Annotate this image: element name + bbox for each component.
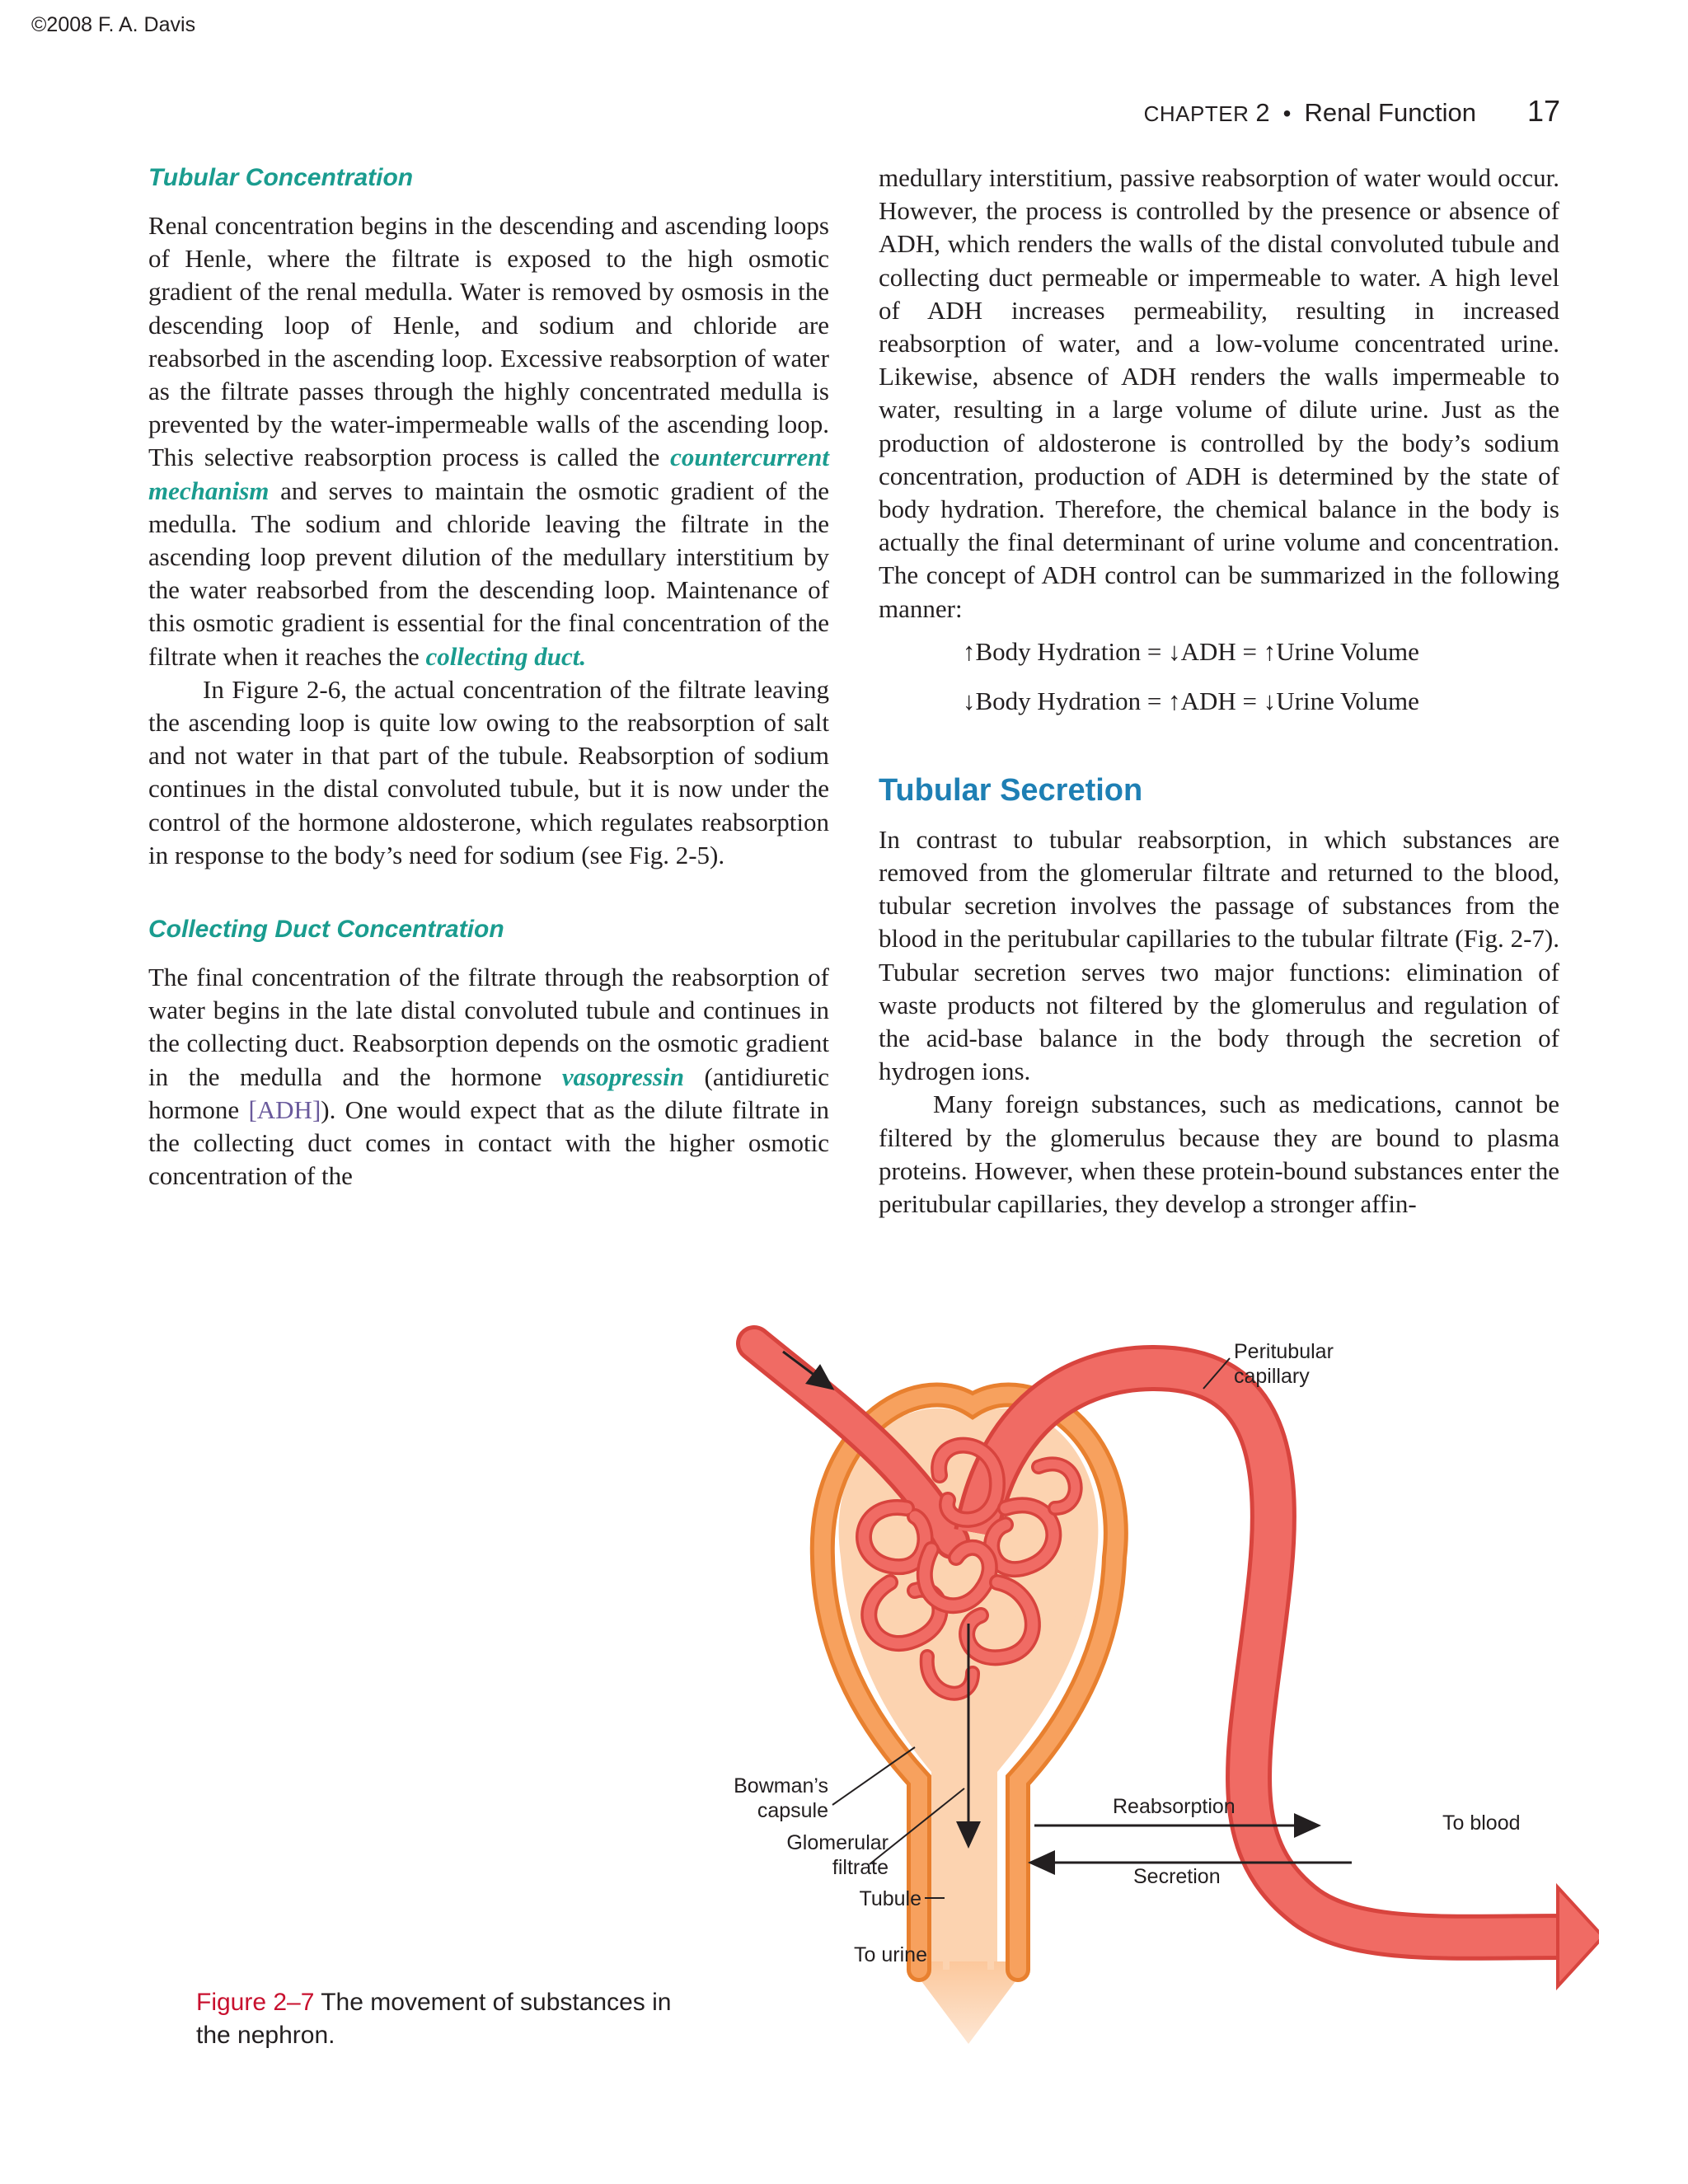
paragraph-figure-2-6: In Figure 2-6, the actual concentration of the filtrate leaving the ascending loop is quite low owing to the reabsorption of salt and not water in that part of the tubule. Reabsorption of sodium continues in the distal convoluted tubule, but it is now under the control of the hormone aldosterone, which regulates reabsorption in response to the body’s need for sodium (see Fig. 2-5).	[148, 674, 829, 869]
label-reabsorption: Reabsorption	[1113, 1795, 1236, 1818]
term-vasopressin: vasopressin	[561, 1062, 684, 1091]
running-head-bullet: •	[1282, 101, 1292, 126]
term-collecting-duct: collecting duct.	[425, 641, 587, 671]
label-peritubular-2: capillary	[1234, 1365, 1310, 1388]
label-tubule: Tubule	[859, 1887, 921, 1910]
paragraph-collecting-duct	[148, 961, 829, 1193]
to-blood-arrow	[1558, 1887, 1599, 1986]
equation-low-hydration: ↓Body Hydration = ↑ADH = ↓Urine Volume	[963, 686, 1419, 715]
chapter-number: 2	[1255, 98, 1270, 127]
equation-high-hydration: ↑Body Hydration = ↓ADH = ↑Urine Volume	[963, 636, 1419, 666]
label-to-urine: To urine	[854, 1943, 927, 1966]
running-head	[1144, 94, 1560, 129]
label-peritubular-1: Peritubular	[1234, 1340, 1334, 1363]
paragraph-adh-control: medullary interstitium, passive reabsorption of water would occur. However, the process is controlled by the presence or absence of ADH, which renders the walls of the distal convoluted tubule and collecting duct permeable or impermeable to water. A high level of ADH increases permeability, resulting in increased reabsorption of water, and a low-volume concentrated urine. Likewise, absence of ADH renders the walls impermeable to water, resulting in a large volume of dilute urine. Just as the production of aldosterone is controlled by the body’s sodium concentration, production of ADH is determined by the state of body hydration. Therefore, the chemical balance in the body is actually the final determinant of urine volume and concentration. The concept of ADH control can be summarized in the following manner:	[879, 163, 1559, 623]
right-column	[879, 162, 1559, 1221]
figure-number: Figure 2–7	[196, 1989, 315, 2016]
p3-text-c: ). One would expect that as the dilute filtrate in the collecting duct comes in contact with the higher osmotic concentration of the	[148, 1094, 830, 1191]
copyright-notice: ©2008 F. A. Davis	[31, 13, 196, 36]
figure-nephron-movement	[725, 1310, 1599, 2052]
term-countercurrent-mechanism: countercurrent mechanism	[148, 443, 830, 505]
left-column	[148, 162, 829, 1193]
label-bowmans-2: capsule	[757, 1799, 828, 1822]
label-to-blood: To blood	[1442, 1811, 1521, 1835]
term-adh: [ADH]	[248, 1094, 321, 1124]
heading-tubular-concentration: Tubular Concentration	[148, 164, 414, 191]
heading-tubular-secretion: Tubular Secretion	[879, 772, 1143, 808]
chapter-label: CHAPTER	[1143, 101, 1250, 126]
paragraph-tubular-secretion: In contrast to tubular reabsorption, in which substances are removed from the glomerular filtrate and returned to the blood, tubular secretion involves the passage of substances from the blood in the peritubular capillaries to the tubular filtrate (Fig. 2-7). Tubular secretion serves two major functions: elimination of waste products not filtered by the glomerulus and regulation of the acid-base balance in the body through the secretion of hydrogen ions.	[879, 824, 1559, 1086]
paragraph-renal-concentration	[148, 209, 829, 673]
label-bowmans-1: Bowman’s	[734, 1774, 828, 1797]
p3-text-b: (antidiuretic hormone	[148, 1062, 830, 1124]
figure-caption-text: The movement of substances in the nephron.	[196, 1989, 672, 2049]
nephron-diagram	[725, 1310, 1599, 2052]
p1-text-a: Renal concentration begins in the descending and ascending loops of Henle, where the filtrate is exposed to the high osmotic gradient of the renal medulla. Water is removed by osmosis in the descending loop of Henle, and sodium and chloride are reabsorbed in the ascending loop. Excessive reabsorption of water as the filtrate passes through the highly concentrated medulla is prevented by the water-impermeable walls of the ascending loop. This selective reabsorption process is called the	[148, 211, 829, 472]
label-glomerular-1: Glomerular	[786, 1831, 889, 1854]
paragraph-foreign-substances: Many foreign substances, such as medications, cannot be filtered by the glomerulus because they are bound to plasma proteins. However, when these protein-bound substances enter the peritubular capillaries, they develop a stronger affin-	[879, 1090, 1559, 1219]
chapter-title: Renal Function	[1304, 98, 1476, 127]
p1-text-b: and serves to maintain the osmotic gradient of the medulla. The sodium and chloride leaving the filtrate in the ascending loop prevent dilution of the medullary interstitium by the water reabsorbed from the descending loop. Maintenance of this osmotic gradient is essential for the final concentration of the filtrate when it reaches the	[148, 476, 830, 671]
page-number: 17	[1526, 94, 1560, 128]
label-glomerular-2: filtrate	[832, 1856, 889, 1879]
figure-caption	[196, 1986, 707, 2052]
p3-text-a: The final concentration of the filtrate through the reabsorption of water begins in the late distal convoluted tubule and continues in the collecting duct. Reabsorption depends on the osmotic gradient in the medulla and the hormone	[148, 963, 829, 1091]
heading-collecting-duct-concentration: Collecting Duct Concentration	[148, 916, 504, 944]
label-secretion: Secretion	[1133, 1865, 1221, 1888]
